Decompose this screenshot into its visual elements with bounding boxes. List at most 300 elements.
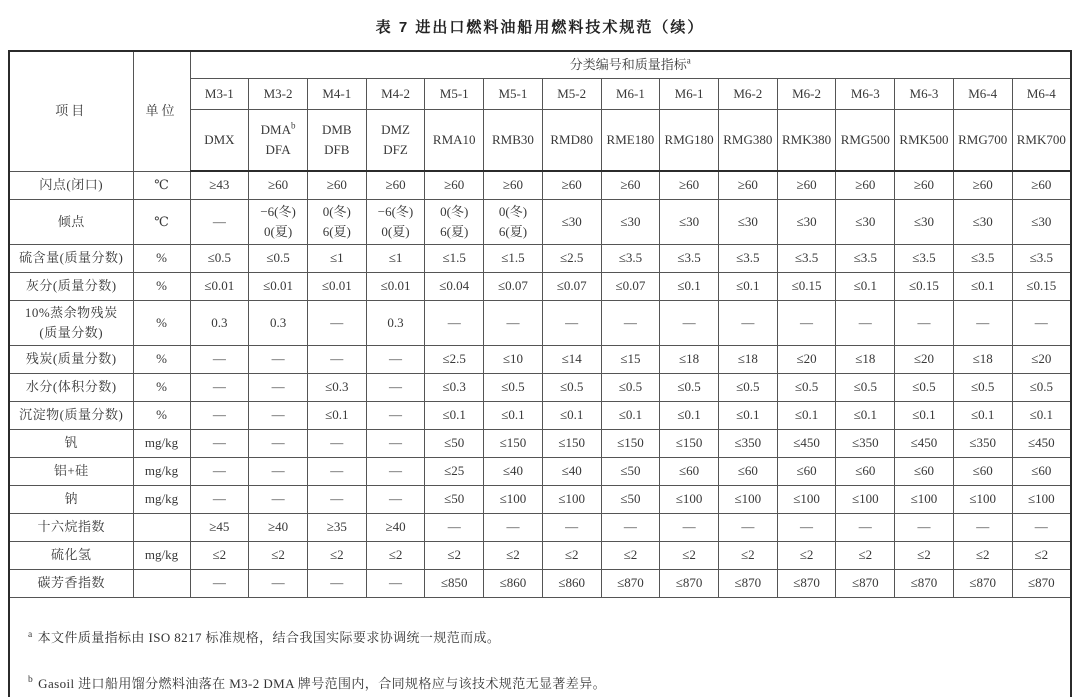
spec-value: −6(冬) 0(夏) <box>249 199 308 244</box>
row-item-label: 十六烷指数 <box>9 514 133 542</box>
spec-value: ≤0.5 <box>542 374 601 402</box>
row-item-label: 钒 <box>9 430 133 458</box>
spec-value: ≤0.1 <box>836 272 895 300</box>
spec-value: ≤25 <box>425 458 484 486</box>
spec-value: ≤100 <box>484 486 543 514</box>
spec-value: ≤30 <box>660 199 719 244</box>
spec-value: — <box>249 374 308 402</box>
spec-value: — <box>190 430 249 458</box>
spec-value: ≤18 <box>953 346 1012 374</box>
grade-name-header <box>542 110 601 172</box>
grade-name-line: RMG700 <box>958 131 1008 147</box>
spec-value: ≤50 <box>601 486 660 514</box>
spec-value: ≤2 <box>190 542 249 570</box>
spec-value: ≤0.5 <box>895 374 954 402</box>
table-row <box>9 300 1071 345</box>
spec-value: ≤100 <box>1012 486 1071 514</box>
row-item-label: 铝+硅 <box>9 458 133 486</box>
spec-value: — <box>249 486 308 514</box>
grade-name-header <box>190 110 249 172</box>
grade-code-header: M6-2 <box>718 79 777 110</box>
spec-value: ≤50 <box>425 430 484 458</box>
spec-value: ≤20 <box>895 346 954 374</box>
grade-name-line: RMD80 <box>550 131 593 147</box>
spec-value: ≤0.1 <box>660 272 719 300</box>
spec-value: ≤0.5 <box>660 374 719 402</box>
spec-value: ≤450 <box>1012 430 1071 458</box>
spec-value: — <box>190 346 249 374</box>
row-unit: % <box>133 374 190 402</box>
spec-value: ≤0.07 <box>601 272 660 300</box>
footnote-b-text: Gasoil 进口船用馏分燃料油落在 M3-2 DMA 牌号范围内，合同规格应与该技术规范无显著差异。 <box>38 675 607 691</box>
table-row <box>9 199 1071 244</box>
spec-value: ≤0.1 <box>953 402 1012 430</box>
grade-name-line: DMX <box>204 131 235 147</box>
row-unit: ℃ <box>133 199 190 244</box>
spec-value: — <box>366 570 425 598</box>
spec-value: ≤2 <box>249 542 308 570</box>
spec-value: ≤2 <box>836 542 895 570</box>
grade-name-line: DFA <box>265 142 291 157</box>
spec-value: — <box>366 402 425 430</box>
grade-name-line: DFB <box>324 142 350 157</box>
grade-name-header <box>307 110 366 172</box>
grade-name-line: RME180 <box>606 131 655 147</box>
grade-name-header <box>425 110 484 172</box>
spec-table-body <box>9 171 1071 598</box>
spec-value: ≥60 <box>718 171 777 199</box>
spec-value: ≥43 <box>190 171 249 199</box>
spec-value: — <box>836 514 895 542</box>
spec-value: ≤2 <box>366 542 425 570</box>
spec-value: — <box>1012 514 1071 542</box>
spec-value: ≤870 <box>601 570 660 598</box>
spec-value: ≤18 <box>836 346 895 374</box>
spec-value: — <box>484 300 543 345</box>
row-unit: mg/kg <box>133 430 190 458</box>
grade-name-line: DMB <box>321 121 352 137</box>
table-row <box>9 514 1071 542</box>
row-item-label: 水分(体积分数) <box>9 374 133 402</box>
spec-value: — <box>1012 300 1071 345</box>
grade-name-line: RMK700 <box>1016 131 1066 147</box>
spec-value: ≤2 <box>307 542 366 570</box>
spec-value: ≤30 <box>1012 199 1071 244</box>
spec-value: ≤20 <box>777 346 836 374</box>
spec-value: ≥60 <box>601 171 660 199</box>
spec-value: ≤0.15 <box>895 272 954 300</box>
spec-value: ≤60 <box>777 458 836 486</box>
row-unit <box>133 570 190 598</box>
spec-value: ≤1 <box>307 244 366 272</box>
spec-value: ≤1.5 <box>484 244 543 272</box>
spec-value: ≤20 <box>1012 346 1071 374</box>
grade-name-line: RMK500 <box>899 131 949 147</box>
spec-value: ≤2 <box>953 542 1012 570</box>
spec-value: 0.3 <box>190 300 249 345</box>
spec-value: — <box>366 458 425 486</box>
grade-name-header <box>601 110 660 172</box>
grade-code-header: M5-1 <box>484 79 543 110</box>
spec-value: ≤2 <box>484 542 543 570</box>
spec-value: ≤100 <box>542 486 601 514</box>
grade-code-header: M6-1 <box>601 79 660 110</box>
table-title: 表 7 进出口燃料油船用燃料技术规范（续） <box>375 19 705 36</box>
spec-value: ≤0.07 <box>542 272 601 300</box>
spec-value: — <box>307 430 366 458</box>
spec-value: ≤0.1 <box>953 272 1012 300</box>
footnote-a <box>24 625 1066 650</box>
table-row <box>9 486 1071 514</box>
spec-value: ≤0.01 <box>249 272 308 300</box>
spec-value: — <box>953 300 1012 345</box>
spec-value: ≤870 <box>895 570 954 598</box>
spec-value: ≤870 <box>660 570 719 598</box>
spec-value: — <box>249 402 308 430</box>
spec-value: ≤0.5 <box>249 244 308 272</box>
spec-value: ≤860 <box>542 570 601 598</box>
table-row <box>9 244 1071 272</box>
spec-value: ≤0.5 <box>484 374 543 402</box>
row-unit: mg/kg <box>133 458 190 486</box>
grade-name-line: DFZ <box>383 142 408 157</box>
spec-value: ≤0.1 <box>601 402 660 430</box>
spec-value: ≤450 <box>895 430 954 458</box>
spec-value: — <box>190 199 249 244</box>
row-unit: % <box>133 244 190 272</box>
spec-value: — <box>542 300 601 345</box>
spec-value: — <box>777 300 836 345</box>
grade-name-header <box>777 110 836 172</box>
grade-code-header: M6-3 <box>895 79 954 110</box>
grade-name-header <box>836 110 895 172</box>
spec-value: — <box>484 514 543 542</box>
row-unit: mg/kg <box>133 486 190 514</box>
grade-code-header: M4-1 <box>307 79 366 110</box>
spec-value: ≤350 <box>836 430 895 458</box>
spec-value: ≤3.5 <box>953 244 1012 272</box>
spec-value: ≤0.01 <box>307 272 366 300</box>
spec-value: ≥35 <box>307 514 366 542</box>
spec-value: ≤0.5 <box>836 374 895 402</box>
table-row <box>9 402 1071 430</box>
spec-value: ≤0.5 <box>718 374 777 402</box>
spec-value: ≤30 <box>953 199 1012 244</box>
spec-value: 0(冬) 6(夏) <box>425 199 484 244</box>
spec-value: ≤100 <box>718 486 777 514</box>
row-item-label: 硫含量(质量分数) <box>9 244 133 272</box>
spec-value: — <box>542 514 601 542</box>
spec-value: ≤150 <box>601 430 660 458</box>
spec-value: ≤0.01 <box>190 272 249 300</box>
spec-value: ≤60 <box>953 458 1012 486</box>
spec-value: ≥60 <box>660 171 719 199</box>
row-unit <box>133 514 190 542</box>
grade-name-line: DMA <box>260 121 291 137</box>
table-row <box>9 542 1071 570</box>
spec-value: ≤2 <box>542 542 601 570</box>
spec-value: ≤100 <box>895 486 954 514</box>
spec-value: ≥60 <box>895 171 954 199</box>
group-label-text: 分类编号和质量指标 <box>569 56 687 72</box>
spec-value: ≤10 <box>484 346 543 374</box>
row-item-label: 钠 <box>9 486 133 514</box>
spec-value: ≤18 <box>660 346 719 374</box>
grade-name-header <box>718 110 777 172</box>
spec-value: ≤100 <box>836 486 895 514</box>
header-group-row <box>9 51 1071 79</box>
spec-value: ≥60 <box>484 171 543 199</box>
spec-value: ≤2 <box>1012 542 1071 570</box>
spec-value: ≤870 <box>718 570 777 598</box>
spec-value: — <box>307 486 366 514</box>
spec-value: — <box>366 346 425 374</box>
spec-value: ≤2.5 <box>425 346 484 374</box>
spec-value: ≤850 <box>425 570 484 598</box>
spec-value: ≥60 <box>425 171 484 199</box>
spec-value: — <box>249 570 308 598</box>
spec-value: ≤30 <box>836 199 895 244</box>
header-unit-text: 单位 <box>145 103 178 119</box>
spec-value: ≥60 <box>307 171 366 199</box>
fuel-spec-table <box>8 50 1072 697</box>
table-row <box>9 346 1071 374</box>
spec-value: 0(冬) 6(夏) <box>307 199 366 244</box>
spec-value: −6(冬) 0(夏) <box>366 199 425 244</box>
spec-value: — <box>190 486 249 514</box>
spec-value: ≤2 <box>718 542 777 570</box>
grade-code-header: M5-2 <box>542 79 601 110</box>
footnote-a-text: 本文件质量指标由 ISO 8217 标准规格，结合我国实际要求协调统一规范而成。 <box>37 630 501 646</box>
spec-value: ≤30 <box>601 199 660 244</box>
spec-value: — <box>366 486 425 514</box>
grade-name-header <box>484 110 543 172</box>
row-unit: ℃ <box>133 171 190 199</box>
grade-name-line: RMG380 <box>723 131 773 147</box>
spec-value: — <box>718 300 777 345</box>
grade-code-header: M6-4 <box>1012 79 1071 110</box>
spec-value: — <box>895 514 954 542</box>
spec-value: ≤3.5 <box>1012 244 1071 272</box>
header-item-text: 项目 <box>55 103 88 119</box>
row-item-label: 灰分(质量分数) <box>9 272 133 300</box>
grade-name-line: RMG500 <box>840 131 890 147</box>
header-item-label <box>9 51 133 171</box>
table-row <box>9 458 1071 486</box>
grade-code-header: M6-1 <box>660 79 719 110</box>
spec-value: 0.3 <box>366 300 425 345</box>
spec-value: — <box>249 346 308 374</box>
spec-value: ≤3.5 <box>660 244 719 272</box>
spec-value: 0.3 <box>249 300 308 345</box>
spec-value: ≤0.04 <box>425 272 484 300</box>
spec-value: ≤350 <box>953 430 1012 458</box>
spec-value: ≥40 <box>249 514 308 542</box>
spec-value: — <box>249 458 308 486</box>
spec-value: ≤50 <box>601 458 660 486</box>
spec-value: ≥60 <box>366 171 425 199</box>
spec-value: ≤2 <box>425 542 484 570</box>
spec-value: ≤0.1 <box>1012 402 1071 430</box>
spec-value: ≥60 <box>249 171 308 199</box>
spec-value: ≤60 <box>895 458 954 486</box>
table-row <box>9 374 1071 402</box>
spec-value: ≤0.1 <box>718 402 777 430</box>
header-group-label <box>190 51 1071 79</box>
footnote-ref-a: a <box>686 55 691 66</box>
spec-value: ≤100 <box>953 486 1012 514</box>
spec-value: ≤3.5 <box>836 244 895 272</box>
row-item-label: 倾点 <box>9 199 133 244</box>
spec-value: ≤100 <box>777 486 836 514</box>
spec-value: — <box>777 514 836 542</box>
grade-code-header: M5-1 <box>425 79 484 110</box>
spec-value: — <box>307 458 366 486</box>
spec-value: 0(冬) 6(夏) <box>484 199 543 244</box>
row-item-label: 沉淀物(质量分数) <box>9 402 133 430</box>
grade-name-line: RMG180 <box>664 131 714 147</box>
spec-value: ≥60 <box>1012 171 1071 199</box>
spec-value: — <box>366 430 425 458</box>
spec-value: ≤60 <box>836 458 895 486</box>
grade-name-header <box>895 110 954 172</box>
row-item-label: 残炭(质量分数) <box>9 346 133 374</box>
spec-value: — <box>425 300 484 345</box>
spec-value: ≤0.1 <box>895 402 954 430</box>
spec-value: ≤0.5 <box>777 374 836 402</box>
spec-value: ≤0.1 <box>484 402 543 430</box>
spec-value: ≤40 <box>484 458 543 486</box>
spec-value: ≤450 <box>777 430 836 458</box>
spec-value: ≤0.1 <box>718 272 777 300</box>
spec-value: ≤60 <box>718 458 777 486</box>
footnotes-row <box>9 598 1071 697</box>
grade-code-header: M6-3 <box>836 79 895 110</box>
table-row <box>9 570 1071 598</box>
grade-code-header: M6-4 <box>953 79 1012 110</box>
spec-value: — <box>190 374 249 402</box>
spec-value: ≤0.1 <box>777 402 836 430</box>
spec-value: ≤50 <box>425 486 484 514</box>
spec-value: ≤0.01 <box>366 272 425 300</box>
spec-value: ≤1 <box>366 244 425 272</box>
header-unit-label <box>133 51 190 171</box>
grade-name-header <box>660 110 719 172</box>
spec-value: ≤0.07 <box>484 272 543 300</box>
spec-value: — <box>249 430 308 458</box>
spec-value: ≤30 <box>718 199 777 244</box>
grade-name-header <box>953 110 1012 172</box>
spec-value: ≤870 <box>953 570 1012 598</box>
spec-value: ≥60 <box>542 171 601 199</box>
spec-value: ≤60 <box>660 458 719 486</box>
spec-value: ≥60 <box>953 171 1012 199</box>
spec-value: ≤2.5 <box>542 244 601 272</box>
spec-value: ≥45 <box>190 514 249 542</box>
spec-value: — <box>307 570 366 598</box>
spec-value: ≤60 <box>1012 458 1071 486</box>
spec-value: — <box>836 300 895 345</box>
row-unit: mg/kg <box>133 542 190 570</box>
spec-value: — <box>718 514 777 542</box>
grade-code-header: M6-2 <box>777 79 836 110</box>
spec-value: ≤350 <box>718 430 777 458</box>
spec-value: ≤3.5 <box>777 244 836 272</box>
spec-value: ≤100 <box>660 486 719 514</box>
spec-value: ≤870 <box>1012 570 1071 598</box>
spec-value: ≤0.1 <box>425 402 484 430</box>
row-unit: % <box>133 300 190 345</box>
spec-value: ≤870 <box>836 570 895 598</box>
spec-value: — <box>307 300 366 345</box>
spec-value: ≤18 <box>718 346 777 374</box>
row-item-label: 10%蒸余物残炭 (质量分数) <box>9 300 133 345</box>
grade-name-header <box>1012 110 1071 172</box>
spec-value: ≤14 <box>542 346 601 374</box>
spec-value: ≤0.5 <box>601 374 660 402</box>
spec-value: ≤0.15 <box>777 272 836 300</box>
spec-value: ≤2 <box>777 542 836 570</box>
spec-value: ≤0.1 <box>836 402 895 430</box>
table-row <box>9 272 1071 300</box>
grade-name-header <box>366 110 425 172</box>
spec-value: ≤0.3 <box>307 374 366 402</box>
spec-value: ≤0.15 <box>1012 272 1071 300</box>
footnotes-cell <box>9 598 1071 697</box>
footnote-b <box>24 671 1066 696</box>
grade-name-line: RMK380 <box>781 131 832 147</box>
grade-code-header: M3-2 <box>249 79 308 110</box>
spec-value: ≤0.5 <box>190 244 249 272</box>
spec-value: ≤150 <box>660 430 719 458</box>
table-row <box>9 171 1071 199</box>
spec-value: ≤40 <box>542 458 601 486</box>
spec-value: ≤2 <box>601 542 660 570</box>
spec-value: ≤30 <box>895 199 954 244</box>
table-row <box>9 430 1071 458</box>
spec-value: — <box>601 514 660 542</box>
grade-name-header <box>249 110 308 172</box>
spec-value: ≤30 <box>777 199 836 244</box>
spec-value: — <box>307 346 366 374</box>
spec-value: ≤0.5 <box>1012 374 1071 402</box>
spec-value: ≤0.1 <box>307 402 366 430</box>
spec-value: ≥60 <box>836 171 895 199</box>
grade-name-line: RMB30 <box>492 131 534 147</box>
spec-value: — <box>366 374 425 402</box>
spec-value: ≤150 <box>484 430 543 458</box>
spec-value: — <box>190 402 249 430</box>
spec-value: — <box>601 300 660 345</box>
grade-code-header: M4-2 <box>366 79 425 110</box>
grade-name-line: RMA10 <box>432 131 476 147</box>
spec-value: ≤3.5 <box>718 244 777 272</box>
spec-value: ≤0.3 <box>425 374 484 402</box>
spec-value: ≤860 <box>484 570 543 598</box>
spec-value: — <box>660 300 719 345</box>
spec-value: ≤1.5 <box>425 244 484 272</box>
spec-value: ≤3.5 <box>895 244 954 272</box>
grade-name-line: DMZ <box>381 121 410 137</box>
spec-value: — <box>425 514 484 542</box>
spec-value: — <box>190 570 249 598</box>
row-unit: % <box>133 272 190 300</box>
spec-value: ≤150 <box>542 430 601 458</box>
spec-value: ≤3.5 <box>601 244 660 272</box>
spec-value: — <box>660 514 719 542</box>
row-item-label: 闪点(闭口) <box>9 171 133 199</box>
footnote-a-marker: a <box>28 629 33 640</box>
